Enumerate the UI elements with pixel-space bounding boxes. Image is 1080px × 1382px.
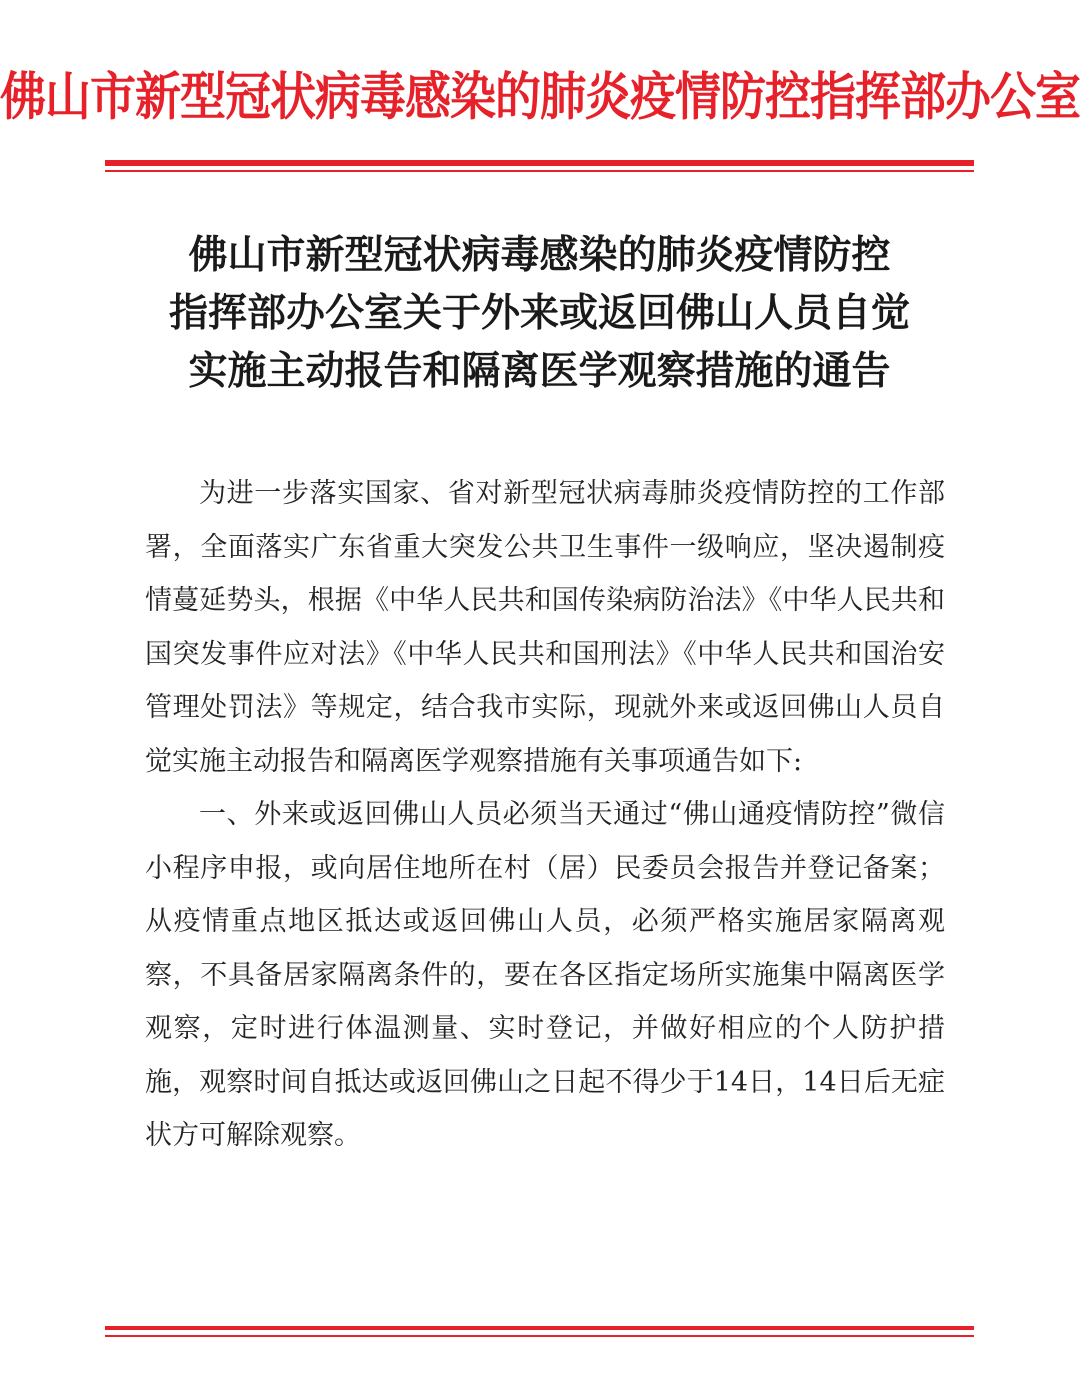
masthead-divider-thin [105,170,974,172]
document-title-line-2: 指挥部办公室关于外来或返回佛山人员自觉 [168,290,910,336]
document-body [145,467,945,1163]
footer-divider-thin [105,1335,974,1337]
masthead-divider-thick [105,160,974,166]
document-title-line-1: 佛山市新型冠状病毒感染的肺炎疫情防控 [188,232,891,278]
document-title-line-3: 实施主动报告和隔离医学观察措施的通告 [188,348,891,394]
masthead-title: 佛山市新型冠状病毒感染的肺炎疫情防控指挥部办公室 [0,66,1080,128]
body-paragraph-item-1: 一、外来或返回佛山人员必须当天通过“佛山通疫情防控”微信小程序申报，或向居住地所在村（居）民委员会报告并登记备案；从疫情重点地区抵达或返回佛山人员，必须严格实施居家隔离观察，不具备居家隔离条件的，要在各区指定场所实施集中隔离医学观察，定时进行体温测量、实时登记，并做好相应的个人防护措施，观察时间自抵达或返回佛山之日起不得少于14日，14日后无症状方可解除观察。 [145,799,945,1151]
document-title [105,226,974,400]
footer-divider-thick [105,1326,974,1330]
body-paragraph-intro: 为进一步落实国家、省对新型冠状病毒肺炎疫情防控的工作部署，全面落实广东省重大突发公共卫生事件一级响应，坚决遏制疫情蔓延势头，根据《中华人民共和国传染病防治法》《中华人民共和国突发事件应对法》《中华人民共和国刑法》《中华人民共和国治安管理处罚法》等规定，结合我市实际，现就外来或返回佛山人员自觉实施主动报告和隔离医学观察措施有关事项通告如下: [145,478,945,777]
